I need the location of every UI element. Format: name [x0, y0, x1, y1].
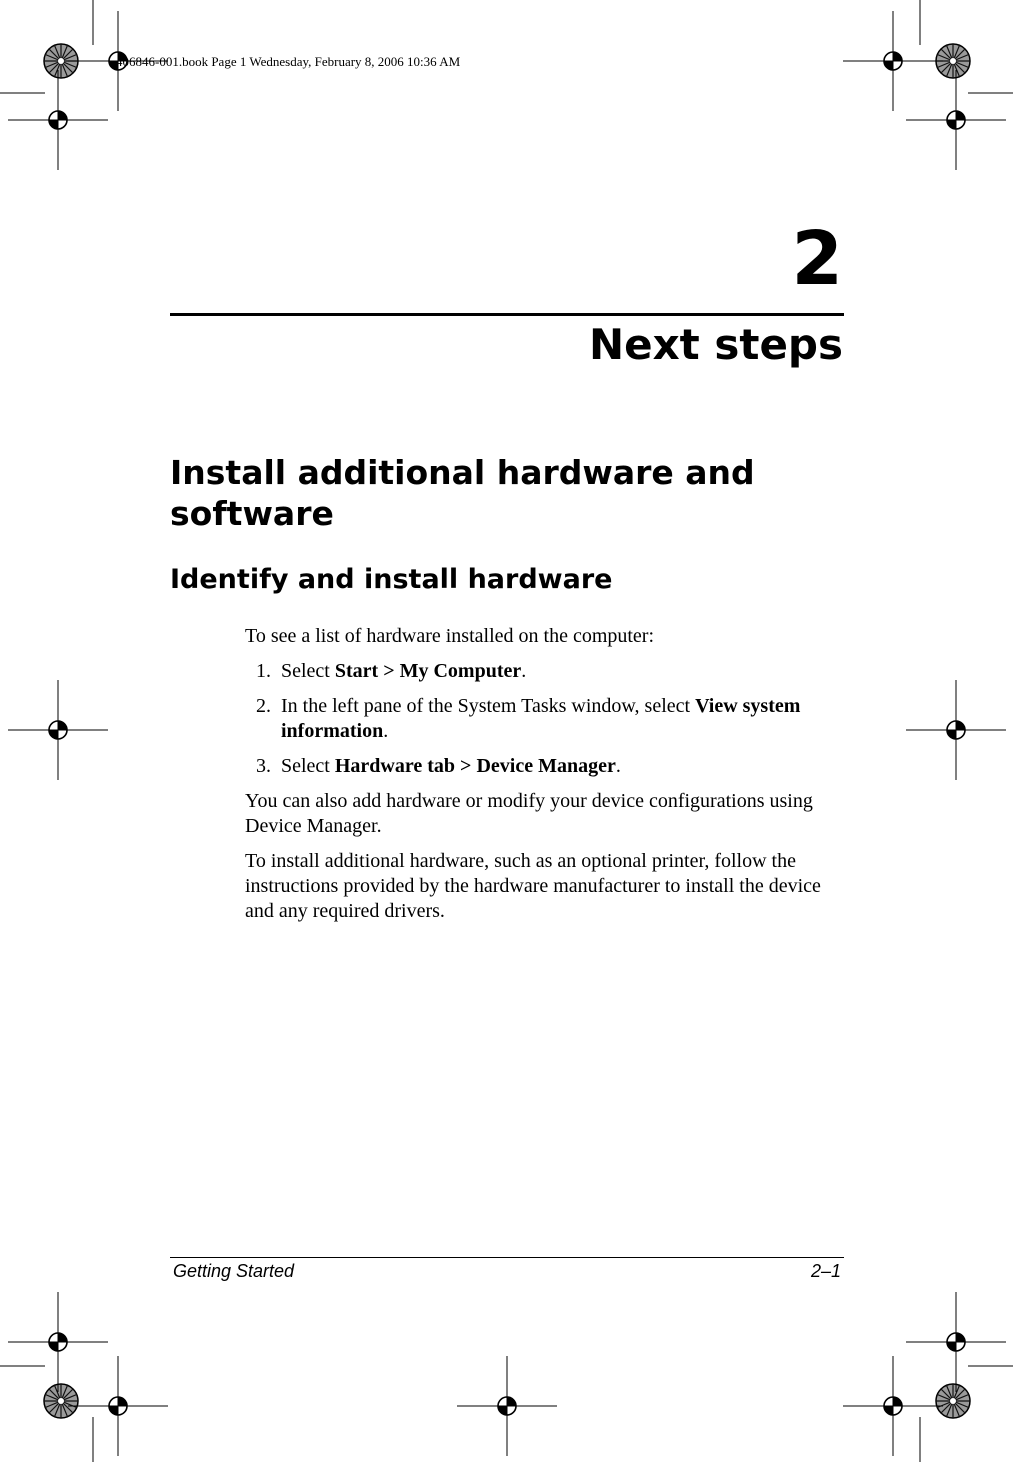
- step-command: View system information: [281, 695, 801, 742]
- step-number: 1.: [256, 660, 271, 682]
- step-command: Hardware tab > Device Manager: [334, 755, 616, 777]
- step-punct: .: [615, 755, 621, 777]
- step-command: Start > My Computer: [334, 660, 522, 682]
- list-item: [245, 694, 845, 744]
- step-text: Select: [281, 755, 335, 777]
- step-text: Select: [281, 660, 335, 682]
- list-item: [245, 754, 845, 779]
- intro-paragraph: To see a list of hardware installed on the computer:: [245, 625, 655, 647]
- body-text: [245, 624, 845, 934]
- chapter-title: Next steps: [588, 320, 843, 369]
- chapter-number: 2: [791, 216, 843, 302]
- steps-list: [245, 659, 845, 779]
- step-number: 2.: [256, 695, 271, 717]
- step-punct: .: [383, 720, 389, 742]
- step-punct: .: [521, 660, 527, 682]
- device-manager-paragraph: You can also add hardware or modify your device configurations using Device Manager.: [245, 790, 813, 837]
- chapter-rule: [170, 313, 844, 316]
- step-number: 3.: [256, 755, 271, 777]
- section-heading: Install additional hardware and software: [170, 453, 755, 533]
- print-slug: 406846-001.book Page 1 Wednesday, February 8, 2006 10:36 AM: [116, 54, 461, 69]
- list-item: [245, 659, 845, 684]
- footer-book-title: Getting Started: [173, 1261, 295, 1281]
- footer-page-number: 2–1: [810, 1261, 841, 1281]
- subsection-heading: Identify and install hardware: [170, 564, 613, 595]
- install-hardware-paragraph: To install additional hardware, such as an optional printer, follow the instructions provided by the hardware manufacturer to install the device and any required drivers.: [245, 850, 821, 922]
- footer-rule: [170, 1257, 844, 1258]
- step-text: In the left pane of the System Tasks window, select: [281, 695, 696, 717]
